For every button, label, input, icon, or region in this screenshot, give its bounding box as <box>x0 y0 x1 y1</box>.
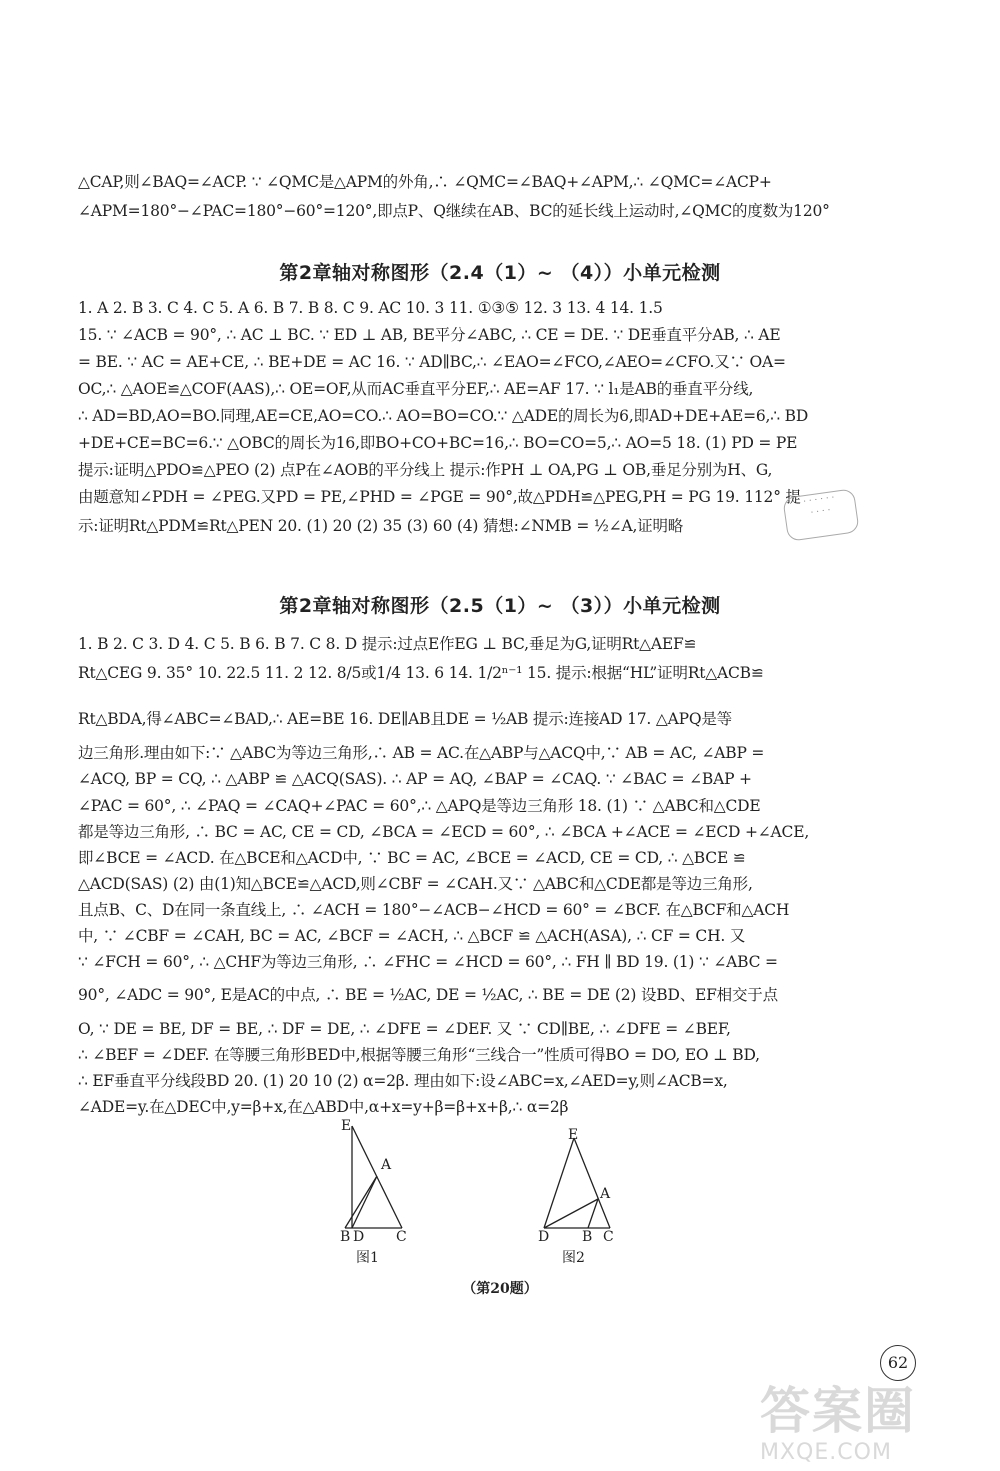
section2-line: 中, ∵ ∠CBF = ∠CAH, BC = AC, ∠BCF = ∠ACH, ∴ △BCF ≌ △ACH(ASA), ∴ CF = CH. 又 <box>78 927 746 945</box>
section1-line: OC,∴ △AOE≌△COF(AAS),∴ OE=OF,从而AC垂直平分EF,∴ AE=AF 17. ∵ l₁是AB的垂直平分线, <box>78 380 754 398</box>
fig1-caption: 图1 <box>356 1250 379 1266</box>
question-20-caption: （第20题） <box>462 1281 538 1297</box>
section2-heading: 第2章轴对称图形（2.5（1）~ （3））小单元检测 <box>279 595 721 617</box>
section1-line: 由题意知∠PDH = ∠PEG.又PD = PE,∠PHD = ∠PGE = 90°,故△PDH≌△PEG,PH = PG 19. 112° 提 <box>78 488 801 506</box>
intro-line-2: ∠APM=180°−∠PAC=180°−60°=120°,即点P、Q继续在AB、BC的延长线上运动时,∠QMC的度数为120° <box>78 202 830 220</box>
fig1-label-e: E <box>341 1118 352 1134</box>
section2-line: 都是等边三角形, ∴ BC = AC, CE = CD, ∠BCA = ∠ECD = 60°, ∴ ∠BCA +∠ACE = ∠ECD +∠ACE, <box>78 823 810 841</box>
fig1-segment-DA <box>352 1176 377 1228</box>
section2-line: 且点B、C、D在同一条直线上, ∴ ∠ACH = 180°−∠ACB−∠HCD = 60° = ∠BCF. 在△BCF和△ACH <box>78 901 790 919</box>
fig2-label-e: E <box>568 1127 579 1143</box>
intro-line-1: △CAP,则∠BAQ=∠ACP. ∵ ∠QMC是△APM的外角,∴ ∠QMC=∠BAQ+∠APM,∴ ∠QMC=∠ACP+ <box>78 173 772 191</box>
section2-line: ∠ACQ, BP = CQ, ∴ △ABP ≌ △ACQ(SAS). ∴ AP = AQ, ∠BAP = ∠CAQ. ∵ ∠BAC = ∠BAP + <box>78 770 752 788</box>
fig2-label-d: D <box>538 1229 550 1245</box>
section1-line: ∴ AD=BD,AO=BO.同理,AE=CE,AO=CO.∴ AO=BO=CO.∵ △ADE的周长为6,即AD+DE+AE=6,∴ BD <box>78 407 809 425</box>
section2-line: O, ∵ DE = BE, DF = BE, ∴ DF = DE, ∴ ∠DFE = ∠DEF. 又 ∵ CD∥BE, ∴ ∠DFE = ∠BEF, <box>78 1020 731 1038</box>
fig1-segment-BA <box>345 1176 377 1228</box>
section2-line: 90°, ∠ADC = 90°, E是AC的中点, ∴ BE = ½AC, DE = ½AC, ∴ BE = DE (2) 设BD、EF相交于点 <box>78 986 778 1004</box>
fig2-label-a: A <box>600 1186 611 1202</box>
section2-line: ∠ADE=y.在△DEC中,y=β+x,在△ABD中,α+x=y+β=β+x+β,∴ α=2β <box>78 1098 569 1116</box>
section2-line: ∠PAC = 60°, ∴ ∠PAQ = ∠CAQ+∠PAC = 60°,∴ △APQ是等边三角形 18. (1) ∵ △ABC和△CDE <box>78 797 761 815</box>
section2-line: Rt△CEG 9. 35° 10. 22.5 11. 2 12. 8/5或1/4 13. 6 14. 1/2ⁿ⁻¹ 15. 提示:根据“HL”证明Rt△ACB≌ <box>78 664 764 682</box>
section2-line: ∵ ∠FCH = 60°, ∴ △CHF为等边三角形, ∴ ∠FHC = ∠HCD = 60°, ∴ FH ∥ BD 19. (1) ∵ ∠ABC = <box>78 953 778 971</box>
section2-line: 即∠BCE = ∠ACD. 在△BCE和△ACD中, ∵ BC = AC, ∠BCE = ∠ACD, CE = CD, ∴ △BCE ≌ <box>78 849 746 867</box>
fig2-caption: 图2 <box>562 1250 585 1266</box>
figure-2-diagram <box>530 1130 630 1230</box>
page-number: 62 <box>880 1345 916 1381</box>
watermark-logo-text: 答案圈 <box>760 1382 916 1440</box>
section1-line: 1. A 2. B 3. C 4. C 5. A 6. B 7. B 8. C 9. AC 10. 3 11. ①③⑤ 12. 3 13. 4 14. 1.5 <box>78 299 663 317</box>
watermark-url: MXQE.COM <box>760 1440 892 1465</box>
section1-line: 15. ∵ ∠ACB = 90°, ∴ AC ⊥ BC. ∵ ED ⊥ AB, BE平分∠ABC, ∴ CE = DE. ∵ DE垂直平分AB, ∴ AE <box>78 326 781 344</box>
fig1-label-c: C <box>396 1229 407 1245</box>
section1-heading: 第2章轴对称图形（2.4（1）~ （4））小单元检测 <box>279 262 721 284</box>
section1-line: = BE. ∵ AC = AE+CE, ∴ BE+DE = AC 16. ∵ AD∥BC,∴ ∠EAO=∠FCO,∠AEO=∠CFO.又∵ OA= <box>78 353 786 371</box>
section1-line: 提示:证明△PDO≌△PEO (2) 点P在∠AOB的平分线上 提示:作PH ⊥ OA,PG ⊥ OB,垂足分别为H、G, <box>78 461 773 479</box>
section2-line: Rt△BDA,得∠ABC=∠BAD,∴ AE=BE 16. DE∥AB且DE = ½AB 提示:连接AD 17. △APQ是等 <box>78 710 732 728</box>
section2-line: ∴ ∠BEF = ∠DEF. 在等腰三角形BED中,根据等腰三角形“三线合一”性质可得BO = DO, EO ⊥ BD, <box>78 1046 760 1064</box>
fig2-label-b: B <box>582 1229 593 1245</box>
site-watermark <box>760 1382 990 1470</box>
fig1-label-d: D <box>353 1229 365 1245</box>
figure-1-diagram <box>330 1118 450 1238</box>
fig2-label-c: C <box>603 1229 614 1245</box>
section2-line: 1. B 2. C 3. D 4. C 5. B 6. B 7. C 8. D 提示:过点E作EG ⊥ BC,垂足为G,证明Rt△AEF≌ <box>78 635 697 653</box>
section2-line: △ACD(SAS) (2) 由(1)知△BCE≌△ACD,则∠CBF = ∠CAH.又∵ △ABC和△CDE都是等边三角形, <box>78 875 753 893</box>
section2-line: ∴ EF垂直平分线段BD 20. (1) 20 10 (2) α=2β. 理由如下:设∠ABC=x,∠AED=y,则∠ACB=x, <box>78 1072 728 1090</box>
corner-stamp: · · · · · · · · · · <box>782 488 859 542</box>
fig1-label-b: B <box>340 1229 351 1245</box>
section1-line: +DE+CE=BC=6.∵ △OBC的周长为16,即BO+CO+BC=16,∴ BO=CO=5,∴ AO=5 18. (1) PD = PE <box>78 434 798 452</box>
section1-line: 示:证明Rt△PDM≌Rt△PEN 20. (1) 20 (2) 35 (3) 60 (4) 猜想:∠NMB = ½∠A,证明略 <box>78 517 684 535</box>
section2-line: 边三角形.理由如下:∵ △ABC为等边三角形,∴ AB = AC.在△ABP与△ACQ中,∵ AB = AC, ∠ABP = <box>78 744 765 762</box>
fig1-label-a: A <box>381 1157 392 1173</box>
